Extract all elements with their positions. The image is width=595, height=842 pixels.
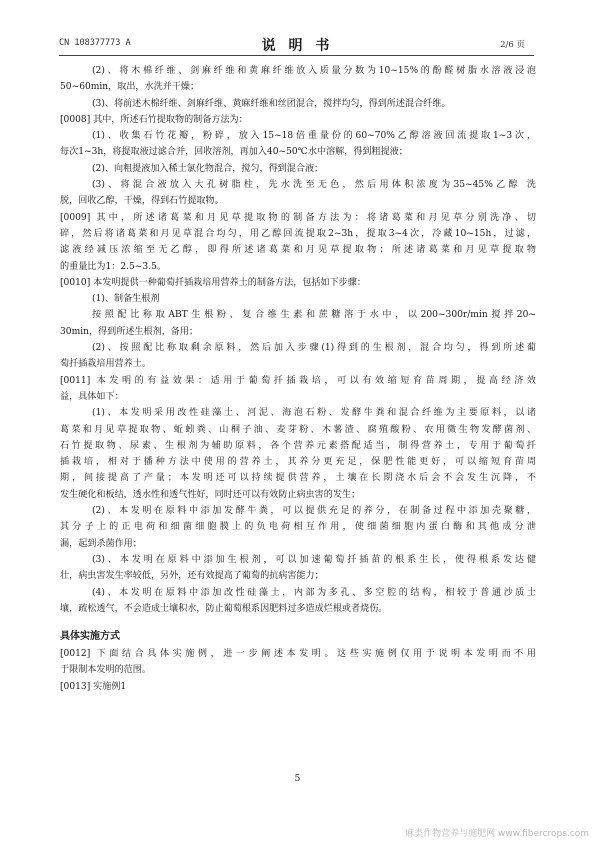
paragraph-lines: [60, 63, 536, 617]
text-line: 30min，得到所述生根剂，备用；: [60, 326, 199, 337]
text-line: 发生硬化和板结，透水性和透气性好，同时还可以有效防止病虫害的发生；: [60, 489, 361, 500]
text-line: (3)、将前述木棉纤维、剑麻纤维、黄麻纤维和丝团混合，搅拌均匀，得到所述混合纤维。: [92, 98, 451, 109]
text-line: (3)、将混合液放入大孔树脂柱，先水洗至无色，然后用体积浓度为35~45%乙醇 洗: [92, 180, 536, 191]
text-line: 按照配比称取ABT生根粉、复合维生素和蔗糖溶于水中，以200~300r/min搅拌20~: [92, 310, 536, 321]
text-line: (1)、收集石竹花瓣，粉碎，放入15~18倍重量份的60~70%乙醇溶液回流提取1~3次，: [92, 131, 536, 142]
text-line: 碎，然后将诸葛菜和月见草混合均匀，用乙醇回流提取2~3h，提取3~4次，冷藏10~15h，过滤，: [60, 228, 536, 239]
text-line: 的重量比为1：2.5~3.5。: [60, 261, 166, 272]
text-line: 期，间接提高了产量；本发明还可以持续提供营养，土壤在长期浇水后会不会发生沉降，不: [60, 473, 536, 484]
section-paragraph-lines: [60, 646, 536, 695]
text-line: 其分子上的正电荷和细菌细胞膜上的负电荷相互作用，使细菌细胞内蛋白酶和其他成分泄: [60, 522, 536, 533]
text-line: 葛菜和月见草提取物、蚯蚓粪、山桐子油、麦芽粉、木薯渣、腐殖酸粉、农用微生物发酵菌剂、: [60, 424, 536, 435]
text-line: [0009] 其中，所述诸葛菜和月见草提取物的制备方法为：将诸葛菜和月见草分别洗净、切: [60, 212, 536, 223]
text-line: 壮，病虫害发生率较低，另外，还有效提高了葡萄的抗病害能力；: [60, 571, 324, 582]
text-line: (2)、本发明在原料中添加发酵牛粪，可以提供充足的养分，在制备过程中添加壳聚糖，: [92, 506, 536, 517]
section-heading: 具体实施方式: [60, 631, 120, 643]
text-line: [0012] 下面结合具体实施例，进一步阐述本发明。这些实施例仅用于说明本发明而不用: [60, 649, 536, 660]
text-line: [0011] 本发明的有益效果：适用于葡萄扦插栽培，可以有效缩短育苗周期，提高经济效: [60, 375, 536, 386]
text-line: 益，具体如下：: [60, 391, 124, 402]
text-line: (2)、按照配比称取剩余原料，然后加入步骤(1)得到的生根剂，混合均匀，得到所述葡: [92, 343, 536, 354]
document-number: CN 108377773 A: [59, 38, 131, 48]
text-line: 于限制本发明的范围。: [60, 665, 151, 676]
header-divider: [59, 55, 534, 56]
text-line: (4)、本发明在原料中添加改性硅藻土，内部为多孔、多空腔的结构，相较于普通沙质土: [92, 587, 536, 598]
site-watermark: 麻类作物营养与施肥网 www.fibercrops.com: [405, 829, 589, 839]
text-line: (2)、向粗提液加入稀土氯化物混合，搅匀，得到混合液；: [92, 163, 324, 174]
text-line: (3)、本发明在原料中添加生根剂，可以加速葡萄扦插苗的根系生长，使得根系发达健: [92, 554, 536, 565]
text-line: 脱，回收乙醇，干燥，得到石竹提取物。: [60, 196, 224, 207]
page-number: 5: [294, 774, 301, 784]
text-line: [0008] 其中，所述石竹提取物的制备方法为：: [60, 114, 248, 125]
text-line: [0013] 实施例1: [60, 681, 127, 692]
text-line: 壤，疏松透气，不会造成土壤积水，防止葡萄根系因肥料过多造成烂根或者烧伤。: [60, 603, 388, 614]
text-line: 漏，起到杀菌作用；: [60, 538, 142, 549]
text-line: 50~60min，取出，水洗并干燥；: [60, 82, 200, 93]
text-line: (1)、制备生根剂: [92, 294, 160, 305]
page-title: 说 明 书: [261, 38, 334, 54]
text-line: (1)、本发明采用改性硅藻土、河泥、海泡石粉、发酵牛粪和混合纤维为主要原料，以诸: [92, 408, 536, 419]
text-line: 插栽培，相对于播种方法中使用的营养土，其养分更充足，保肥性能更好，可以缩短育苗周: [60, 457, 536, 468]
text-line: [0010] 本发明提供一种葡萄扦插栽培用营养土的制备方法，包括如下步骤：: [60, 277, 366, 288]
document-body: [60, 63, 536, 695]
text-line: 滤液经减压浓缩至无乙醇，即得所述诸葛菜和月见草提取物；所述诸葛菜和月见草提取物: [60, 245, 536, 256]
text-line: 每次1~3h，将提取液过滤合并，回收溶剂，再加入40~50℃水中溶解，得到粗提液；: [60, 147, 408, 158]
text-line: 萄扦插栽培用营养土。: [60, 359, 151, 370]
page-indicator: 2/6 页: [500, 40, 525, 50]
text-line: (2)、将木棉纤维、剑麻纤维和黄麻纤维放入质量分数为10~15%的酚醛树脂水溶液浸泡: [92, 66, 536, 76]
text-line: 石竹提取物、尿素、生根剂为辅助原料，各个营养元素搭配适当，制得营养土，专用于葡萄扦: [60, 440, 536, 451]
